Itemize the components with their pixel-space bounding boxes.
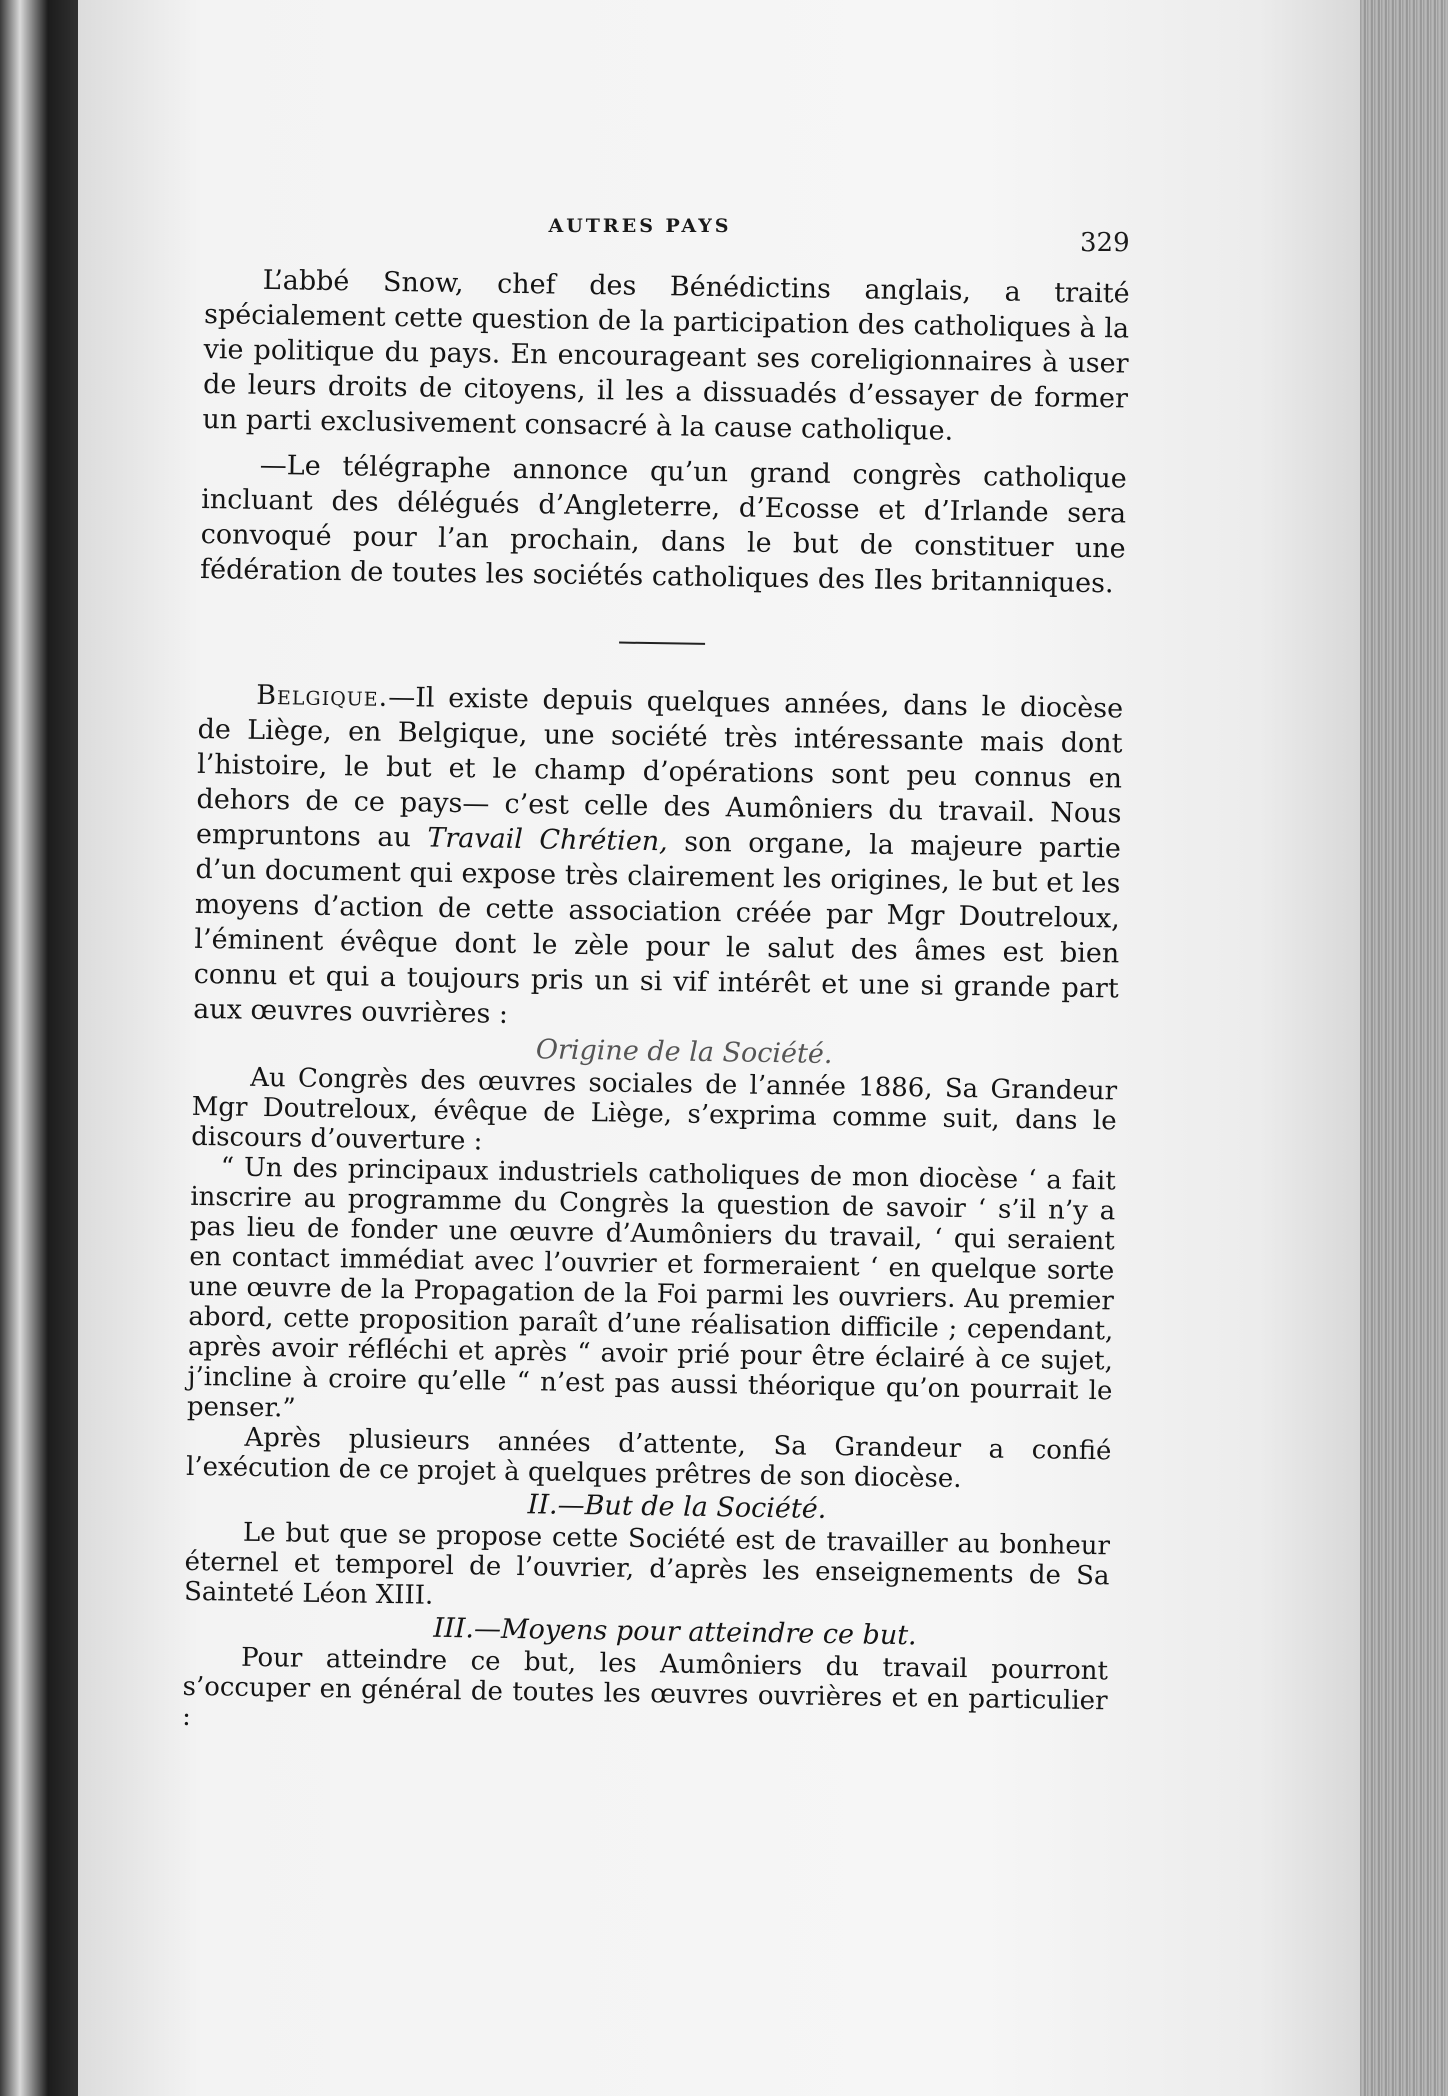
page-body [182, 262, 1130, 1746]
paragraph: L’abbé Snow, chef des Bénédictins anglais, a traité spécialement cette question de la participation des catholiques à la vie politique du pays. En encourageant ses coreligionnaires à user de leurs droits de citoyens, il les a dissuadés d’essayer de former un parti exclusivement consacré à la cause catholique. [202, 264, 1130, 447]
paragraph: Au Congrès des œuvres sociales de l’année 1886, Sa Grandeur Mgr Doutreloux, évêque de Liège, s’exprima comme suit, dans le discours d’ouverture : [191, 1062, 1118, 1157]
section-divider [619, 642, 705, 645]
paragraph: Pour atteindre ce but, les Aumôniers du travail pourront s’occuper en général de toutes les œuvres ouvrières et en particulier : [181, 1642, 1109, 1732]
paragraph: —Le télégraphe annonce qu’un grand congrès catholique incluant des délégués d’Angleterre, d’Ecosse et d’Irlande sera convoqué pour l’an prochain, dans le but de constituer une fédération de toutes les sociétés catholiques des Iles britanniques. [199, 449, 1127, 600]
country-heading: Belgique. [255, 679, 389, 713]
paragraph: Belgique.—Il existe depuis quelques années, dans le diocèse de Liège, en Belgique, une société très intéressante mais dont l’histoire, le but et le champ d’opérations sont peu connus en dehors de ce pays— c’est celle des Aumôniers du travail. Nous empruntons au Travail Chrétien, son organe, la majeure partie d’un document qui expose très clairement les origines, le but et les moyens d’action de cette association créée par Mgr Doutreloux, l’éminent évêque dont le zèle pour le salut des âmes est bien connu et qui a toujours pris un si vif intérêt et une si grande part aux œuvres ouvrières : [193, 679, 1124, 1030]
page-number: 329 [1080, 228, 1130, 258]
running-title: AUTRES PAYS [548, 215, 732, 237]
condensed-block [186, 1062, 1117, 1496]
page-edges [1360, 0, 1448, 2096]
quotation [187, 1152, 1116, 1436]
section-heading: Origine de la Société. [535, 1034, 833, 1070]
quote-text: “ Un des principaux industriels catholiques de mon diocèse ‘ a fait inscrire au programme du Congrès la question de savoir ‘ s’il n’y a pas lieu de fonder une œuvre d’Aumôniers du travail, ‘ qui seraient en contact immédiat avec l’ouvrier et formeraient ‘ en quelque sorte une œuvre de la Propagation de la Foi parmi les ouvriers. Au premier abord, cette proposition paraît d’une réalisation difficile ; cependant, après avoir réfléchi et après “ avoir prié pour être éclairé à ce sujet, j’incline à croire qu’elle “ n’est pas aussi théorique qu’on pourrait le penser.” [186, 1152, 1116, 1424]
publication-title: Travail Chrétien, [427, 822, 669, 858]
paragraph: Après plusieurs années d’attente, Sa Grandeur a confié l’exécution de ce projet à quelques prêtres de son diocèse. [185, 1422, 1112, 1495]
book-gutter-left [0, 0, 78, 2096]
paragraph: Le but que se propose cette Société est de travailler au bonheur éternel et temporel de l’ouvrier, d’après les enseignements de Sa Sainteté Léon XIII. [183, 1517, 1111, 1611]
section-heading: III.—Moyens pour atteindre ce but. [433, 1612, 917, 1652]
section-heading: II.—But de la Société. [527, 1489, 827, 1525]
